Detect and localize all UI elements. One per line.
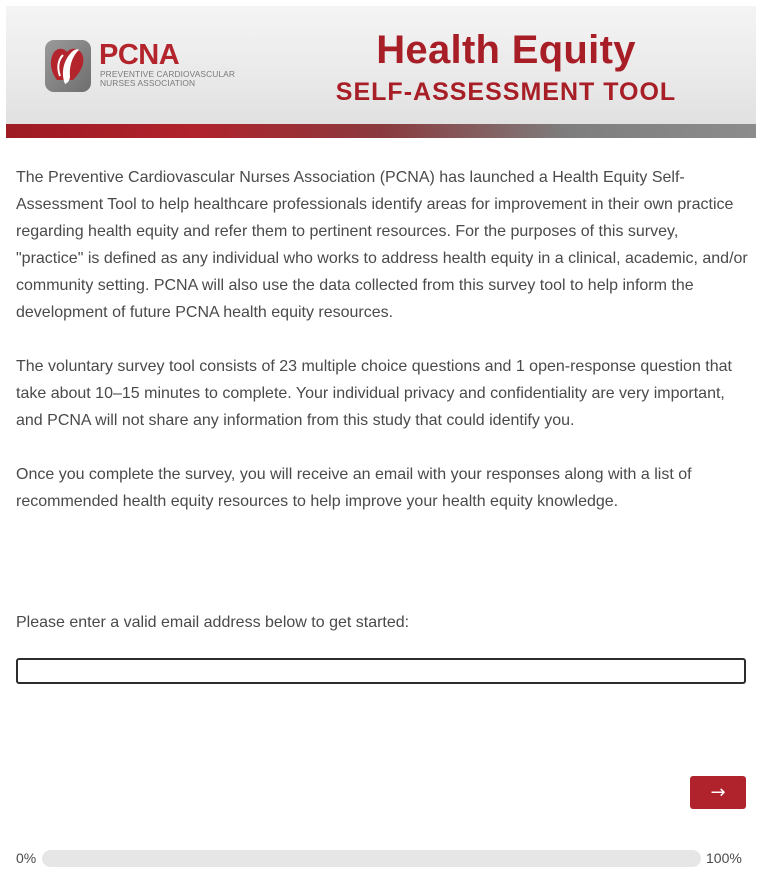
page-subtitle: SELF-ASSESSMENT TOOL — [335, 78, 677, 106]
progress-end-label: 100% — [706, 850, 742, 866]
page-title: Health Equity — [376, 28, 636, 72]
email-input[interactable] — [16, 658, 746, 684]
logo-subtitle — [100, 70, 240, 88]
logo-subtitle-line-2: NURSES ASSOCIATION — [100, 78, 196, 88]
pcna-logo — [43, 38, 243, 98]
intro-paragraph: The voluntary survey tool consists of 23 multiple choice questions and 1 open-response question that take about 10–15 minutes to complete. Your individual privacy and confidentiality are very important, and PCNA will not share any information from this study that could identify you. — [16, 358, 732, 429]
progress-start-label: 0% — [16, 850, 37, 866]
logo-wordmark: PCNA — [99, 39, 180, 71]
progress-bar — [42, 850, 701, 867]
header-banner — [6, 6, 756, 138]
heart-logo-icon — [43, 38, 93, 94]
banner-stripe — [6, 124, 756, 138]
intro-paragraph: Once you complete the survey, you will receive an email with your responses along with a list of recommended health equity resources to help improve your health equity knowledge. — [16, 466, 692, 510]
logo-subtitle-line-1: PREVENTIVE CARDIOVASCULAR — [100, 69, 235, 79]
intro-text — [16, 164, 748, 542]
intro-paragraph: The Preventive Cardiovascular Nurses Association (PCNA) has launched a Health Equity Self-Assessment Tool to help healthcare professionals identify areas for improvement in their own practice regarding health equity and refer them to pertinent resources. For the purposes of this survey, "practice" is defined as any individual who works to address health equity in a clinical, academic, and/or community setting. PCNA will also use the data collected from this survey tool to help inform the development of future PCNA health equity resources. — [16, 169, 748, 321]
email-prompt: Please enter a valid email address below to get started: — [16, 614, 410, 631]
next-button[interactable]: → — [690, 776, 746, 809]
